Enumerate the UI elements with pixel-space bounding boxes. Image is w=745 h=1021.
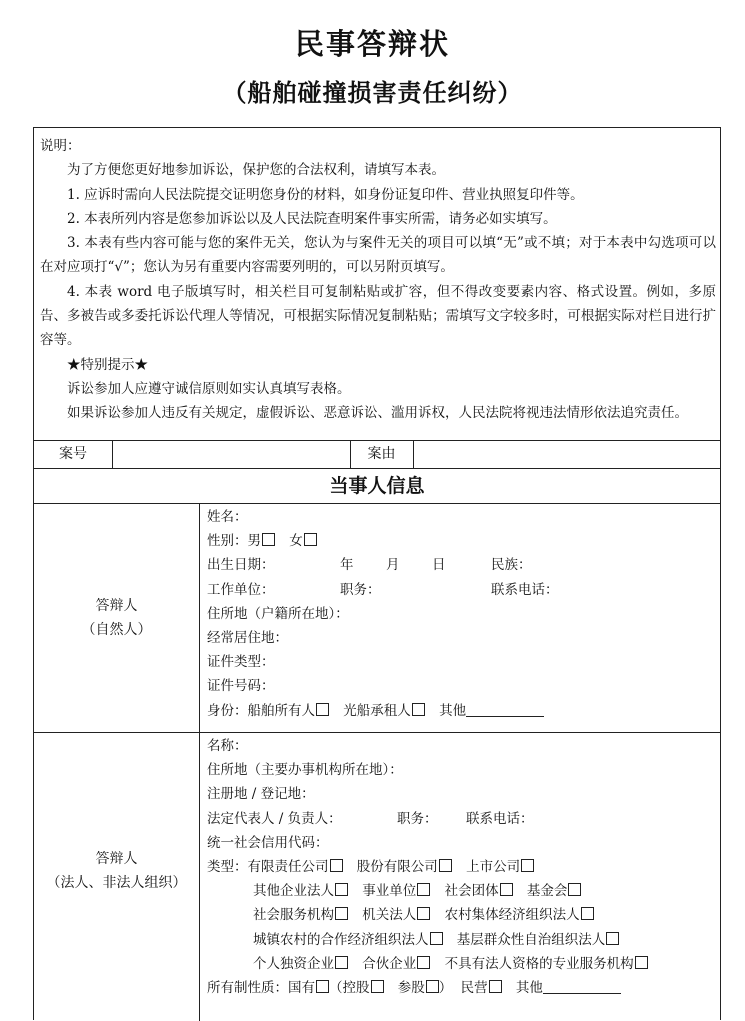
- day-label: 日: [432, 557, 446, 574]
- divider: [413, 440, 414, 468]
- other-ownership-label: 其他: [515, 979, 543, 996]
- form-table: [33, 127, 721, 1020]
- type-option-label: 基层群众性自治组织法人: [456, 931, 606, 948]
- type-checkbox[interactable]: [335, 883, 348, 896]
- case-no-field[interactable]: [114, 441, 348, 467]
- gender-label: 性别：: [207, 533, 248, 550]
- id-number-field[interactable]: 证件号码：: [207, 678, 275, 695]
- type-checkbox[interactable]: [568, 883, 581, 896]
- type-option-label: 事业单位: [362, 883, 417, 900]
- legal-person-label-line2: （法人、非法人组织）: [46, 875, 187, 891]
- ethnicity-field[interactable]: 民族：: [491, 557, 532, 574]
- case-no-label: 案号: [59, 446, 87, 462]
- type-checkbox[interactable]: [417, 883, 430, 896]
- legal-person-label-line1: 答辩人: [95, 851, 138, 867]
- type-checkbox[interactable]: [430, 932, 443, 945]
- type-checkbox[interactable]: [521, 859, 534, 872]
- other-identity-input[interactable]: [466, 703, 544, 717]
- holding-checkbox[interactable]: [371, 980, 384, 993]
- type-option-label: 社会团体: [444, 883, 499, 900]
- cause-field[interactable]: [415, 441, 715, 467]
- natural-person-fields: [207, 505, 559, 723]
- private-label: 民营: [460, 979, 488, 996]
- type-checkbox[interactable]: [581, 907, 594, 920]
- legal-person-label: [34, 847, 199, 895]
- name-field[interactable]: 姓名：: [207, 509, 248, 525]
- ship-owner-checkbox[interactable]: [316, 703, 329, 716]
- state-owned-checkbox[interactable]: [316, 980, 329, 993]
- instructions-block: [40, 134, 716, 426]
- type-option-label: 个人独资企业: [253, 955, 334, 972]
- legal-person-fields: [207, 734, 648, 1000]
- ownership-label: 所有制性质：: [207, 979, 288, 996]
- type-checkbox[interactable]: [417, 907, 430, 920]
- document-subtitle: （船舶碰撞损害责任纠纷）: [222, 78, 523, 107]
- type-option-label: 基金会: [526, 883, 568, 900]
- type-option-label: 不具有法人资格的专业服务机构: [444, 955, 634, 972]
- org-type-label: 类型：: [207, 858, 248, 875]
- instruction-paragraph: 为了方便您更好地参加诉讼，保护您的合法权利，请填写本表。: [67, 162, 445, 179]
- type-checkbox[interactable]: [635, 956, 648, 969]
- id-type-field[interactable]: 证件类型：: [207, 654, 275, 671]
- instruction-paragraph: 3. 本表有些内容可能与您的案件无关，您认为与案件无关的项目可以填“无”或不填；对于本表中勾选项可以在对应项打“√”；您认为另有重要内容需要列明的，可以另附页填写。: [40, 235, 716, 276]
- private-checkbox[interactable]: [489, 980, 502, 993]
- holding-label: （控股: [329, 979, 370, 996]
- type-option-label: 合伙企业: [362, 955, 417, 972]
- rep-position-field[interactable]: 职务：: [397, 810, 438, 827]
- type-option-label: 农村集体经济组织法人: [444, 907, 580, 924]
- instruction-paragraph: 2. 本表所列内容是您参加诉讼以及人民法院查明案件事实所需，请务必如实填写。: [67, 210, 557, 227]
- document-title: 民事答辩状: [294, 27, 450, 61]
- shareholding-checkbox[interactable]: [426, 980, 439, 993]
- phone-field[interactable]: 联系电话：: [491, 581, 559, 598]
- type-option-label: 其他企业法人: [253, 883, 334, 900]
- close-paren: ）: [438, 979, 453, 996]
- instruction-paragraph: 诉讼参加人应遵守诚信原则如实认真填写表格。: [67, 380, 351, 397]
- position-field[interactable]: 职务：: [340, 581, 381, 598]
- special-notice: ★特别提示★: [67, 356, 148, 373]
- birth-date-label[interactable]: 出生日期：: [207, 557, 275, 574]
- divider: [34, 732, 720, 733]
- natural-person-label-line1: 答辩人: [95, 598, 138, 614]
- other-ownership-input[interactable]: [543, 980, 621, 994]
- other-identity-label: 其他: [439, 702, 467, 719]
- org-domicile-field[interactable]: 住所地（主要办事机构所在地）：: [207, 762, 403, 779]
- type-checkbox[interactable]: [439, 859, 452, 872]
- cause-label: 案由: [367, 446, 396, 462]
- type-checkbox[interactable]: [335, 907, 348, 920]
- month-label: 月: [386, 557, 400, 574]
- type-option-label: 股份有限公司: [356, 858, 438, 875]
- bareboat-charterer-checkbox[interactable]: [412, 703, 425, 716]
- registration-field[interactable]: 注册地 / 登记地：: [207, 786, 315, 803]
- credit-code-field[interactable]: 统一社会信用代码：: [207, 834, 329, 851]
- ship-owner-label: 船舶所有人: [247, 702, 315, 719]
- bareboat-charterer-label: 光船承租人: [343, 702, 411, 719]
- year-label: 年: [340, 557, 354, 574]
- male-label: 男: [247, 533, 261, 550]
- state-owned-label: 国有: [288, 979, 315, 996]
- divider: [34, 503, 720, 504]
- type-option-label: 上市公司: [466, 858, 521, 875]
- type-checkbox[interactable]: [330, 859, 343, 872]
- type-checkbox[interactable]: [500, 883, 513, 896]
- divider: [199, 503, 200, 1021]
- female-checkbox[interactable]: [304, 533, 317, 546]
- natural-person-label-line2: （自然人）: [81, 622, 152, 638]
- type-checkbox[interactable]: [606, 932, 619, 945]
- workplace-field[interactable]: 工作单位：: [207, 581, 275, 598]
- type-option-label: 有限责任公司: [247, 858, 329, 875]
- type-checkbox[interactable]: [335, 956, 348, 969]
- org-name-field[interactable]: 名称：: [207, 738, 248, 754]
- identity-label: 身份：: [207, 702, 248, 719]
- section-title: 当事人信息: [329, 475, 425, 497]
- type-option-label: 机关法人: [362, 907, 417, 924]
- residence-field[interactable]: 经常居住地：: [207, 629, 288, 646]
- shareholding-label: 参股: [397, 979, 425, 996]
- rep-phone-field[interactable]: 联系电话：: [466, 810, 534, 827]
- type-option-label: 城镇农村的合作经济组织法人: [253, 931, 429, 948]
- representative-field[interactable]: 法定代表人 / 负责人：: [207, 810, 342, 827]
- instruction-paragraph: 如果诉讼参加人违反有关规定，虚假诉讼、恶意诉讼、滥用诉权，人民法院将视违法情形依法追究责任。: [67, 405, 688, 422]
- domicile-field[interactable]: 住所地（户籍所在地）：: [207, 605, 349, 622]
- instruction-paragraph: 1. 应诉时需向人民法院提交证明您身份的材料，如身份证复印件、营业执照复印件等。: [67, 186, 584, 203]
- female-label: 女: [289, 533, 303, 550]
- male-checkbox[interactable]: [262, 533, 275, 546]
- divider: [112, 440, 113, 468]
- instruction-paragraph: 4. 本表 word 电子版填写时，相关栏目可复制粘贴或扩容，但不得改变要素内容、格式设置。例如，多原告、多被告或多委托诉讼代理人等情况，可根据实际情况复制粘贴；需填写文字较多时，可根据实际对栏目进行扩容等。: [40, 283, 716, 349]
- type-checkbox[interactable]: [417, 956, 430, 969]
- natural-person-label: [34, 594, 199, 642]
- instructions-heading: 说明：: [40, 138, 81, 154]
- type-option-label: 社会服务机构: [253, 907, 334, 924]
